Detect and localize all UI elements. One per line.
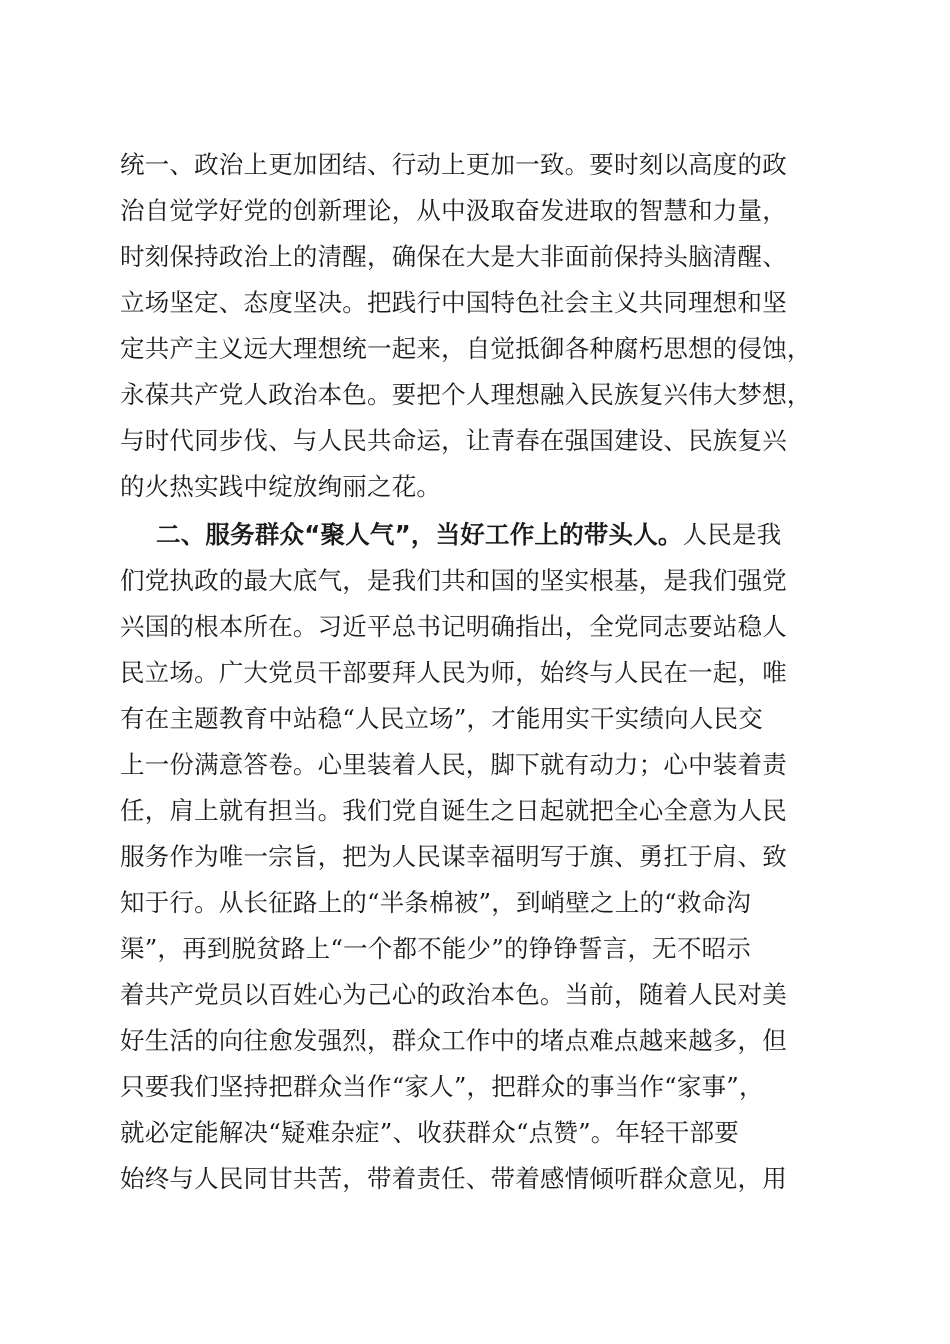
section-heading: 二、服务群众“聚人气”，当好工作上的带头人。 — [156, 520, 683, 549]
paragraph2-line: 们党执政的最大底气，是我们共和国的坚实根基，是我们强党 — [120, 566, 787, 595]
paragraph1-line: 的火热实践中绽放绚丽之花。 — [120, 472, 442, 501]
paragraph2-line: 着共产党员以百姓心为己心的政治本色。当前，随着人民对美 — [120, 980, 787, 1009]
section-heading-continuation: 人民是我 — [682, 520, 782, 549]
paragraph2-line: 服务作为唯一宗旨，把为人民谋幸福明写于旗、勇扛于肩、致 — [120, 842, 787, 871]
paragraph1-line: 定共产主义远大理想统一起来，自觉抵御各种腐朽思想的侵蚀， — [120, 334, 812, 363]
document-body — [120, 142, 850, 1202]
paragraph1-line: 立场坚定、态度坚决。把践行中国特色社会主义共同理想和坚 — [120, 288, 787, 317]
paragraph2-line: 始终与人民同甘共苦，带着责任、带着感情倾听群众意见，用 — [120, 1164, 787, 1193]
paragraph2-line: 知于行。从长征路上的“半条棉被”，到峭壁之上的“救命沟 — [120, 888, 751, 917]
paragraph2-line: 民立场。广大党员干部要拜人民为师，始终与人民在一起，唯 — [120, 658, 787, 687]
paragraph1-line: 统一、政治上更加团结、行动上更加一致。要时刻以高度的政 — [120, 150, 787, 179]
paragraph2-line: 好生活的向往愈发强烈，群众工作中的堵点难点越来越多，但 — [120, 1026, 787, 1055]
paragraph2-line: 兴国的根本所在。习近平总书记明确指出，全党同志要站稳人 — [120, 612, 787, 641]
paragraph2-line: 任，肩上就有担当。我们党自诞生之日起就把全心全意为人民 — [120, 796, 787, 825]
paragraph2-line: 上一份满意答卷。心里装着人民，脚下就有动力；心中装着责 — [120, 750, 787, 779]
paragraph1-line: 永葆共产党人政治本色。要把个人理想融入民族复兴伟大梦想， — [120, 380, 812, 409]
paragraph1-line: 时刻保持政治上的清醒，确保在大是大非面前保持头脑清醒、 — [120, 242, 787, 271]
paragraph1-line: 与时代同步伐、与人民共命运，让青春在强国建设、民族复兴 — [120, 426, 787, 455]
paragraph2-line: 渠”，再到脱贫路上“一个都不能少”的铮铮誓言，无不昭示 — [120, 934, 751, 963]
section-heading-line — [120, 512, 850, 558]
paragraph2-line: 就必定能解决“疑难杂症”、收获群众“点赞”。年轻干部要 — [120, 1118, 739, 1147]
paragraph2-line: 只要我们坚持把群众当作“家人”，把群众的事当作“家事”， — [120, 1072, 764, 1101]
paragraph1-line: 治自觉学好党的创新理论，从中汲取奋发进取的智慧和力量， — [120, 196, 787, 225]
paragraph2-line: 有在主题教育中站稳“人民立场”，才能用实干实绩向人民交 — [120, 704, 763, 733]
